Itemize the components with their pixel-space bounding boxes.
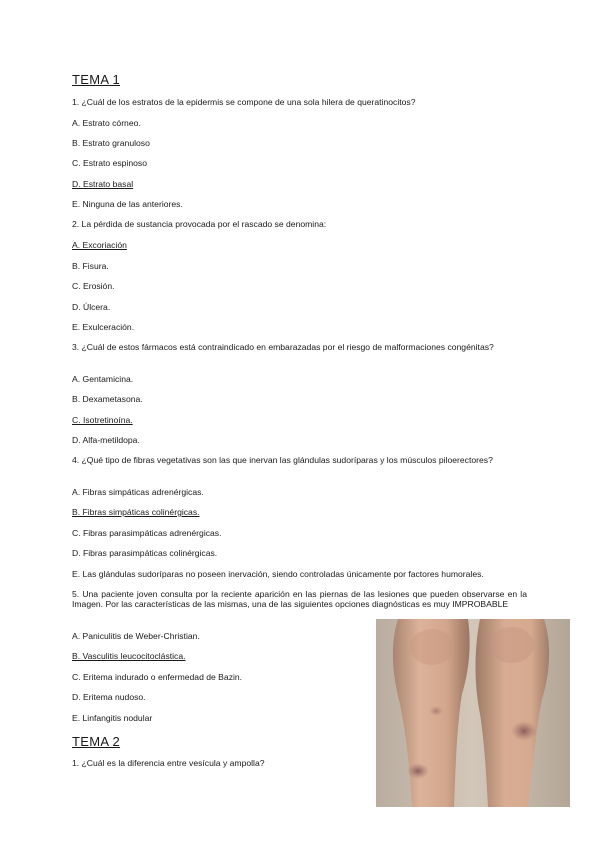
- q3-question: 3. ¿Cuál de estos fármacos está contraindicado en embarazadas por el riesgo de malformaciones congénitas?: [72, 342, 494, 352]
- q3-option-b: B. Dexametasona.: [72, 394, 143, 404]
- q1-question: 1. ¿Cuál de los estratos de la epidermis se compone de una sola hilera de queratinocitos?: [72, 97, 416, 107]
- q2-option-c: C. Erosión.: [72, 281, 115, 291]
- q2-option-b: B. Fisura.: [72, 261, 109, 271]
- q4-option-c: C. Fibras parasimpáticas adrenérgicas.: [72, 528, 222, 538]
- q4-option-d: D. Fibras parasimpáticas colinérgicas.: [72, 548, 218, 558]
- q2-question: 2. La pérdida de sustancia provocada por el rascado se denomina:: [72, 219, 327, 229]
- q4-option-a: A. Fibras simpáticas adrenérgicas.: [72, 487, 204, 497]
- q2-option-d: D. Úlcera.: [72, 302, 111, 312]
- q4-option-b-correct: B. Fibras simpáticas colinérgicas.: [72, 507, 200, 517]
- legs-photo-illustration: [376, 619, 570, 807]
- q3-option-a: A. Gentamicina.: [72, 374, 134, 384]
- tema2-q1-question: 1. ¿Cuál es la diferencia entre vesícula y ampolla?: [72, 758, 265, 768]
- q3-option-c-correct: C. Isotretinoína.: [72, 415, 133, 425]
- q5-option-c: C. Eritema indurado o enfermedad de Bazin.: [72, 672, 243, 682]
- q1-option-a: A. Estrato córneo.: [72, 118, 141, 128]
- q2-option-e: E. Exulceración.: [72, 322, 135, 332]
- q5-option-b-correct: B. Vasculitis leucocitoclástica.: [72, 651, 186, 661]
- tema2-heading: TEMA 2: [72, 734, 121, 749]
- q5-option-e: E. Linfangitis nodular: [72, 713, 153, 723]
- q2-option-a-correct: A. Excoriación: [72, 240, 127, 250]
- q1-option-e: E. Ninguna de las anteriores.: [72, 199, 183, 209]
- q1-option-c: C. Estrato espinoso: [72, 158, 147, 168]
- q1-option-b: B. Estrato granuloso: [72, 138, 150, 148]
- q1-option-d-correct: D. Estrato basal: [72, 179, 134, 189]
- q4-option-e: E. Las glándulas sudoríparas no poseen inervación, siendo controladas únicamente por factores humorales.: [72, 569, 484, 579]
- q5-option-a: A. Paniculitis de Weber-Christian.: [72, 631, 200, 641]
- q5-option-d: D. Eritema nudoso.: [72, 692, 146, 702]
- tema1-heading: TEMA 1: [72, 72, 121, 87]
- q4-question: 4. ¿Qué tipo de fibras vegetativas son las que inervan las glándulas sudoríparas y los músculos piloerectores?: [72, 455, 493, 465]
- legs-lesions-photo: [376, 619, 570, 807]
- q5-question: 5. Una paciente joven consulta por la reciente aparición en las piernas de las lesiones que pueden observarse en la Imagen. Por las características de las mismas, una de las siguientes opciones diagnósticas es muy IMPROBABLE: [72, 589, 527, 609]
- q3-option-d: D. Alfa-metildopa.: [72, 435, 140, 445]
